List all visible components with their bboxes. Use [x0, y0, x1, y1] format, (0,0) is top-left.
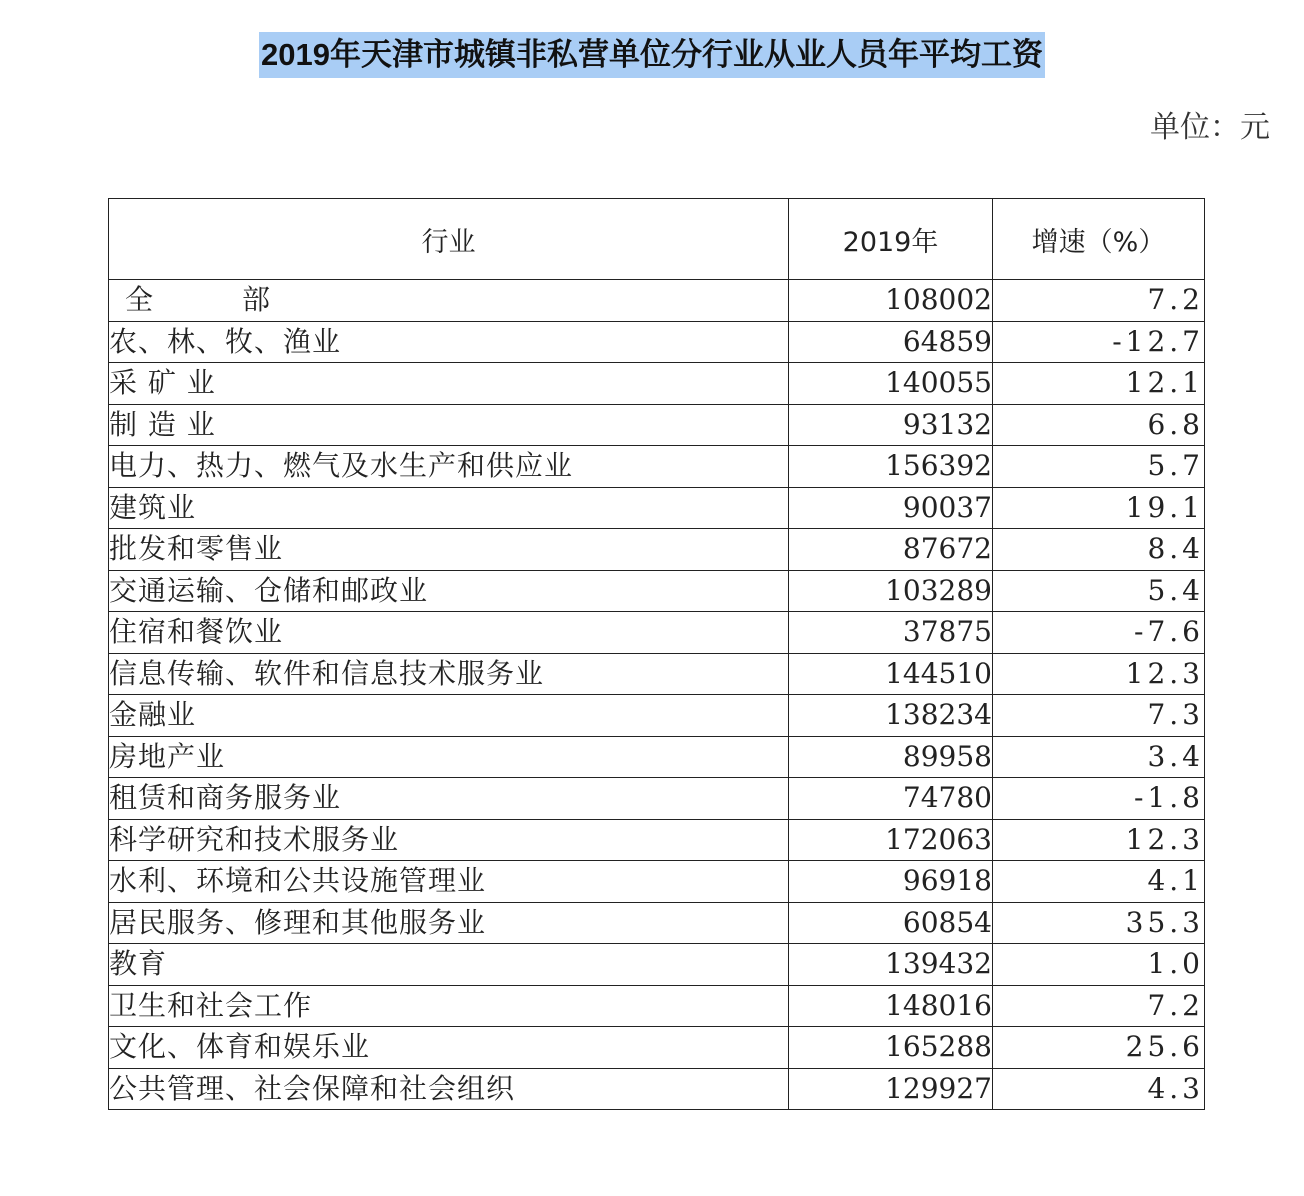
wage-value: 156392: [789, 446, 993, 488]
table-row: [109, 944, 1205, 986]
industry-name: 房地产业: [109, 736, 789, 778]
wage-value: 103289: [789, 570, 993, 612]
table-row: [109, 529, 1205, 571]
industry-name: 水利、环境和公共设施管理业: [109, 861, 789, 903]
table-row: [109, 570, 1205, 612]
wage-value: 87672: [789, 529, 993, 571]
industry-name: 采 矿 业: [109, 363, 789, 405]
industry-name: 交通运输、仓储和邮政业: [109, 570, 789, 612]
total-name-part2: 部: [242, 283, 272, 317]
total-value: 108002: [789, 280, 993, 322]
header-growth: 增速（%）: [993, 199, 1205, 280]
table-row: [109, 1027, 1205, 1069]
growth-rate: 12.1: [993, 363, 1205, 405]
table-row: [109, 1068, 1205, 1110]
table-row: [109, 487, 1205, 529]
industry-name: 信息传输、软件和信息技术服务业: [109, 653, 789, 695]
total-growth: 7.2: [993, 280, 1205, 322]
industry-name: 建筑业: [109, 487, 789, 529]
wage-value: 144510: [789, 653, 993, 695]
wage-value: 139432: [789, 944, 993, 986]
wage-value: 172063: [789, 819, 993, 861]
growth-rate: 8.4: [993, 529, 1205, 571]
industry-name: 租赁和商务服务业: [109, 778, 789, 820]
wage-value: 37875: [789, 612, 993, 654]
table-header-row: [109, 199, 1205, 280]
growth-rate: 4.3: [993, 1068, 1205, 1110]
wage-value: 96918: [789, 861, 993, 903]
industry-name: 教育: [109, 944, 789, 986]
wage-value: 74780: [789, 778, 993, 820]
growth-rate: 3.4: [993, 736, 1205, 778]
table-row: [109, 446, 1205, 488]
growth-rate: 5.4: [993, 570, 1205, 612]
industry-name: 卫生和社会工作: [109, 985, 789, 1027]
industry-name: 科学研究和技术服务业: [109, 819, 789, 861]
wage-value: 93132: [789, 404, 993, 446]
table-row: [109, 321, 1205, 363]
growth-rate: 12.3: [993, 653, 1205, 695]
growth-rate: 7.3: [993, 695, 1205, 737]
table-row: [109, 404, 1205, 446]
table-row: [109, 612, 1205, 654]
growth-rate: 1.0: [993, 944, 1205, 986]
table-row: [109, 736, 1205, 778]
table-row: [109, 653, 1205, 695]
table-row: [109, 861, 1205, 903]
industry-name: 居民服务、修理和其他服务业: [109, 902, 789, 944]
growth-rate: 19.1: [993, 487, 1205, 529]
industry-name: 批发和零售业: [109, 529, 789, 571]
wage-value: 138234: [789, 695, 993, 737]
industry-name: 住宿和餐饮业: [109, 612, 789, 654]
industry-name: 电力、热力、燃气及水生产和供应业: [109, 446, 789, 488]
total-name-part1: 全: [125, 283, 155, 317]
table-row: [109, 695, 1205, 737]
industry-name: 文化、体育和娱乐业: [109, 1027, 789, 1069]
unit-label: 单位：元: [1150, 110, 1270, 145]
wage-value: 90037: [789, 487, 993, 529]
table-row: [109, 819, 1205, 861]
growth-rate: 5.7: [993, 446, 1205, 488]
page-title: 2019年天津市城镇非私营单位分行业从业人员年平均工资: [259, 32, 1045, 78]
wage-value: 165288: [789, 1027, 993, 1069]
table-row: [109, 902, 1205, 944]
wage-value: 140055: [789, 363, 993, 405]
wage-value: 60854: [789, 902, 993, 944]
header-year: 2019年: [789, 199, 993, 280]
industry-name: 制 造 业: [109, 404, 789, 446]
growth-rate: 25.6: [993, 1027, 1205, 1069]
industry-name: 公共管理、社会保障和社会组织: [109, 1068, 789, 1110]
growth-rate: -7.6: [993, 612, 1205, 654]
title-container: [0, 32, 1304, 78]
table-body: [109, 280, 1205, 1110]
growth-rate: -12.7: [993, 321, 1205, 363]
total-name: [109, 280, 789, 322]
industry-name: 农、林、牧、渔业: [109, 321, 789, 363]
table-row: [109, 363, 1205, 405]
industry-name: 金融业: [109, 695, 789, 737]
table-row: [109, 778, 1205, 820]
wage-value: 64859: [789, 321, 993, 363]
wage-value: 89958: [789, 736, 993, 778]
table-row: [109, 985, 1205, 1027]
growth-rate: 35.3: [993, 902, 1205, 944]
growth-rate: 12.3: [993, 819, 1205, 861]
header-industry: 行业: [109, 199, 789, 280]
growth-rate: -1.8: [993, 778, 1205, 820]
growth-rate: 6.8: [993, 404, 1205, 446]
growth-rate: 7.2: [993, 985, 1205, 1027]
wage-value: 148016: [789, 985, 993, 1027]
wage-value: 129927: [789, 1068, 993, 1110]
table-row-total: [109, 280, 1205, 322]
growth-rate: 4.1: [993, 861, 1205, 903]
wage-table: [108, 198, 1205, 1110]
